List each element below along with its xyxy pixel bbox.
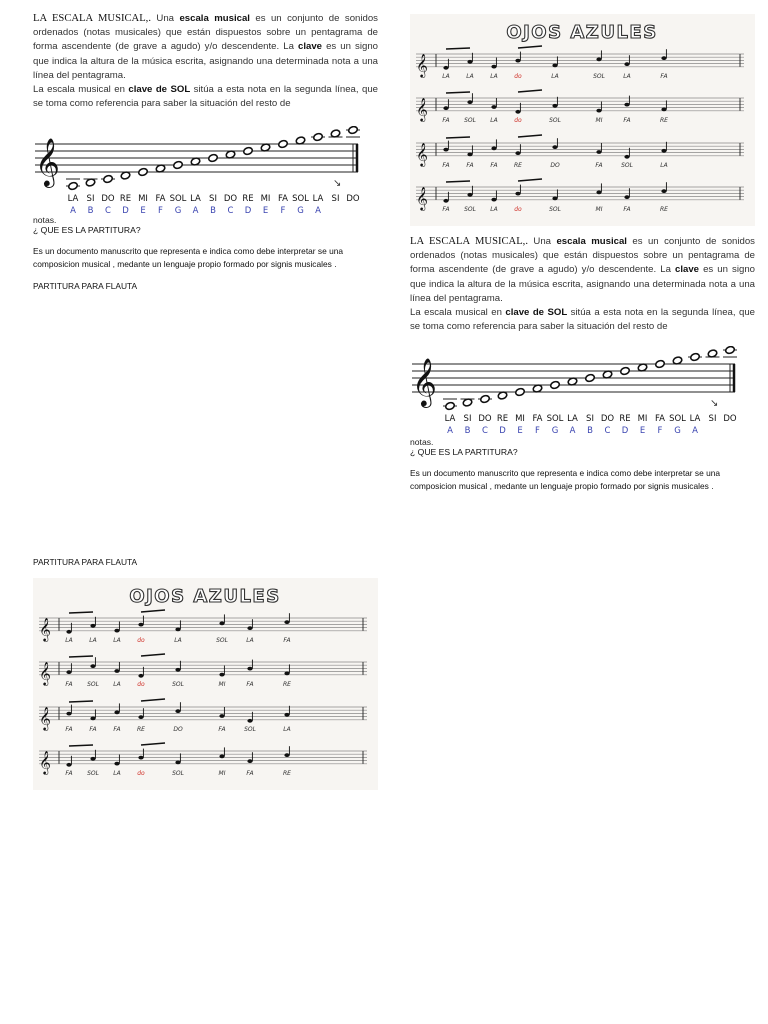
beam bbox=[446, 48, 470, 49]
note-head bbox=[175, 761, 180, 765]
notas-text: notas. bbox=[410, 437, 434, 447]
score-image-left bbox=[33, 578, 378, 790]
note-label: MI bbox=[595, 206, 603, 213]
note-head bbox=[552, 197, 557, 201]
note-head bbox=[66, 630, 71, 634]
clave-bold: clave de SOL bbox=[505, 307, 568, 319]
score-title: OJOS AZULES bbox=[129, 586, 281, 607]
left-column bbox=[33, 12, 378, 111]
note-head bbox=[491, 65, 496, 69]
scale-figure bbox=[410, 346, 745, 436]
whole-note bbox=[68, 181, 78, 190]
note-letter-label: F bbox=[657, 426, 663, 436]
note-label: FA bbox=[660, 73, 668, 80]
clave-bold: clave de SOL bbox=[128, 84, 191, 96]
note-head bbox=[90, 624, 95, 628]
note-letter-label: A bbox=[447, 426, 453, 436]
note-label: do bbox=[137, 637, 145, 644]
note-name-label: LA bbox=[190, 194, 201, 204]
note-label: LA bbox=[283, 726, 291, 733]
note-head bbox=[138, 623, 143, 627]
note-letter-label: C bbox=[482, 426, 488, 436]
whole-note bbox=[550, 380, 560, 389]
right-column bbox=[410, 235, 755, 334]
note-letter-label: C bbox=[105, 206, 111, 216]
note-head bbox=[247, 759, 252, 763]
note-label: SOL bbox=[593, 73, 605, 80]
treble-clef-icon: 𝄞 bbox=[416, 185, 428, 210]
score-figure bbox=[410, 14, 755, 226]
note-label: SOL bbox=[244, 726, 256, 733]
note-label: LA bbox=[113, 681, 121, 688]
clave-text: La escala musical en bbox=[410, 307, 506, 319]
whole-note bbox=[445, 401, 455, 410]
note-head bbox=[175, 628, 180, 632]
note-head bbox=[491, 105, 496, 109]
treble-clef-icon: 𝄞 bbox=[416, 52, 428, 77]
note-name-label: SOL bbox=[546, 414, 564, 424]
note-letter-label: E bbox=[517, 426, 523, 436]
note-name-label: MI bbox=[260, 194, 271, 204]
clave-text: sitúa a esta nota en la segunda línea, que se toma como referencia para saber la situación del resto de bbox=[410, 307, 755, 333]
note-label: RE bbox=[283, 770, 291, 777]
note-letter-label: F bbox=[280, 206, 286, 216]
note-label: MI bbox=[218, 681, 226, 688]
note-label: SOL bbox=[549, 206, 561, 213]
note-letter-label: C bbox=[604, 426, 611, 436]
note-label: SOL bbox=[464, 117, 476, 124]
note-head bbox=[552, 145, 557, 149]
note-letter-label: A bbox=[70, 206, 76, 216]
note-label: SOL bbox=[87, 770, 99, 777]
note-head bbox=[284, 620, 289, 624]
flauta-heading: PARTITURA PARA FLAUTA bbox=[33, 557, 138, 567]
note-head bbox=[443, 199, 448, 203]
note-label: RE bbox=[660, 206, 668, 213]
treble-clef-icon: 𝄞 bbox=[416, 96, 428, 121]
intro-text: es un conjunto de sonidos ordenados (notas musicales) que están dispuestos sobre un pentagrama de forma ascendente (de grave a agudo) y/o descendente. La bbox=[410, 236, 755, 276]
note-letter-label: D bbox=[621, 426, 629, 436]
note-label: FA bbox=[490, 162, 498, 169]
note-name-label: RE bbox=[496, 414, 509, 424]
intro-bold: clave bbox=[298, 41, 323, 53]
note-label: do bbox=[137, 681, 145, 688]
note-head bbox=[596, 109, 601, 113]
note-letter-label: G bbox=[174, 206, 182, 216]
notas-text: notas. bbox=[33, 215, 57, 225]
note-head bbox=[284, 713, 289, 717]
note-label: RE bbox=[514, 162, 522, 169]
right-partitura-block bbox=[410, 437, 755, 493]
note-label: LA bbox=[623, 73, 631, 80]
note-head bbox=[515, 151, 520, 155]
note-label: SOL bbox=[172, 681, 184, 688]
intro-text: es un signo que indica la altura de la música escrita, asignando una determinada nota a una línea del pentagrama. bbox=[33, 41, 378, 81]
note-head bbox=[247, 667, 252, 671]
note-letter-label: G bbox=[674, 426, 681, 436]
note-head bbox=[175, 709, 180, 713]
whole-note bbox=[313, 132, 323, 141]
note-head bbox=[66, 763, 71, 767]
whole-note bbox=[585, 373, 595, 382]
treble-clef-icon: 𝄞 bbox=[412, 357, 437, 406]
note-label: LA bbox=[490, 73, 498, 80]
note-label: SOL bbox=[621, 162, 633, 169]
note-label: FA bbox=[442, 117, 450, 124]
note-head bbox=[114, 711, 119, 715]
note-name-label: FA bbox=[532, 414, 543, 424]
note-label: DO bbox=[550, 162, 560, 169]
note-head bbox=[467, 100, 472, 104]
arrow-icon: ↘ bbox=[333, 178, 342, 189]
beam bbox=[518, 179, 542, 181]
treble-clef-icon: 𝄞 bbox=[39, 616, 51, 641]
note-label: FA bbox=[442, 206, 450, 213]
note-label: SOL bbox=[87, 681, 99, 688]
note-letter-label: B bbox=[587, 426, 593, 436]
note-head bbox=[247, 719, 252, 723]
beam bbox=[141, 654, 165, 656]
arrow-icon: ↘ bbox=[710, 398, 719, 409]
note-head bbox=[114, 762, 119, 766]
score-figure bbox=[33, 578, 378, 790]
left-partitura-block bbox=[33, 215, 378, 293]
note-name-label: LA bbox=[67, 194, 79, 204]
partitura-answer: Es un documento manuscrito que representa e indica como debe interpretar se una composicion musical , medante un lenguaje propio formado por signis musicales . bbox=[33, 246, 344, 269]
partitura-question: ¿ QUE ES LA PARTITURA? bbox=[33, 225, 141, 235]
note-name-label: FA bbox=[278, 194, 288, 204]
note-name-label: SOL bbox=[292, 194, 309, 204]
note-label: LA bbox=[490, 117, 498, 124]
note-head bbox=[467, 193, 472, 197]
note-name-label: DO bbox=[478, 414, 492, 424]
note-label: SOL bbox=[549, 117, 561, 124]
note-letter-label: E bbox=[140, 206, 146, 216]
note-label: SOL bbox=[216, 637, 228, 644]
note-head bbox=[491, 147, 496, 151]
note-letter-label: A bbox=[192, 206, 199, 216]
note-head bbox=[66, 670, 71, 674]
note-head bbox=[661, 56, 666, 60]
note-name-label: RE bbox=[619, 414, 631, 424]
note-letter-label: B bbox=[210, 206, 216, 216]
beam bbox=[518, 135, 542, 137]
note-head bbox=[661, 108, 666, 112]
beam bbox=[69, 745, 93, 746]
note-head bbox=[443, 106, 448, 110]
note-letter-label: C bbox=[227, 206, 234, 216]
note-label: LA bbox=[551, 73, 559, 80]
intro-bold: escala musical bbox=[556, 236, 627, 247]
note-label: FA bbox=[442, 162, 450, 169]
treble-clef-icon: 𝄞 bbox=[416, 141, 428, 166]
note-name-label: DO bbox=[346, 194, 360, 204]
note-label: FA bbox=[283, 637, 291, 644]
note-name-label: LA bbox=[444, 414, 456, 424]
note-label: do bbox=[514, 206, 522, 213]
note-name-label: SOL bbox=[169, 194, 187, 204]
note-label: LA bbox=[174, 637, 182, 644]
intro-paragraph bbox=[410, 235, 755, 306]
intro-text: Una bbox=[150, 13, 180, 24]
note-head bbox=[661, 149, 666, 153]
note-head bbox=[596, 150, 601, 154]
clave-text: sitúa a esta nota en la segunda línea, que se toma como referencia para saber la situación del resto de bbox=[33, 84, 378, 110]
note-name-label: SI bbox=[331, 194, 340, 204]
beam bbox=[446, 181, 470, 182]
note-letter-label: D bbox=[244, 206, 252, 216]
note-name-label: SI bbox=[86, 194, 95, 204]
note-letter-label: F bbox=[535, 426, 540, 436]
note-letter-label: G bbox=[297, 206, 304, 216]
whole-note bbox=[480, 394, 490, 403]
note-head bbox=[284, 672, 289, 676]
note-head bbox=[247, 626, 252, 630]
note-head bbox=[624, 62, 629, 66]
whole-note bbox=[243, 146, 253, 155]
beam bbox=[69, 701, 93, 702]
note-label: FA bbox=[246, 681, 254, 688]
whole-note bbox=[138, 167, 148, 176]
note-letter-label: E bbox=[639, 426, 646, 436]
note-head bbox=[624, 155, 629, 159]
note-label: LA bbox=[490, 206, 498, 213]
note-label: LA bbox=[113, 637, 121, 644]
note-head bbox=[90, 717, 95, 721]
note-label: FA bbox=[89, 726, 97, 733]
note-head bbox=[552, 64, 557, 68]
note-label: FA bbox=[623, 206, 631, 213]
note-label: MI bbox=[595, 117, 603, 124]
note-letter-label: D bbox=[122, 206, 129, 216]
beam bbox=[141, 743, 165, 745]
whole-note bbox=[348, 126, 358, 135]
note-head bbox=[661, 189, 666, 193]
whole-note bbox=[173, 160, 183, 169]
score-image-right bbox=[410, 14, 755, 226]
note-name-label: LA bbox=[312, 194, 324, 204]
note-head bbox=[138, 756, 143, 760]
note-label: LA bbox=[660, 162, 668, 169]
whole-note bbox=[515, 387, 525, 396]
note-letter-label: A bbox=[569, 426, 576, 436]
note-head bbox=[175, 668, 180, 672]
treble-clef-icon: 𝄞 bbox=[39, 705, 51, 730]
note-label: do bbox=[514, 73, 522, 80]
note-label: LA bbox=[89, 637, 97, 644]
note-name-label: LA bbox=[689, 414, 701, 424]
intro-lead: LA ESCALA MUSICAL,. bbox=[410, 236, 528, 247]
note-label: FA bbox=[623, 117, 631, 124]
whole-note bbox=[278, 139, 288, 148]
note-name-label: SI bbox=[463, 414, 472, 424]
note-letter-label: D bbox=[499, 426, 506, 436]
note-label: LA bbox=[65, 637, 73, 644]
whole-note bbox=[103, 174, 113, 183]
note-name-label: SI bbox=[209, 194, 217, 204]
note-letter-label: A bbox=[692, 426, 698, 436]
note-label: do bbox=[137, 770, 145, 777]
note-name-label: SOL bbox=[669, 414, 686, 424]
note-name-label: RE bbox=[242, 194, 254, 204]
note-head bbox=[114, 669, 119, 673]
note-label: LA bbox=[442, 73, 450, 80]
note-label: FA bbox=[113, 726, 121, 733]
note-head bbox=[467, 153, 472, 157]
note-label: LA bbox=[246, 637, 254, 644]
whole-note bbox=[725, 346, 735, 355]
clave-paragraph bbox=[33, 83, 378, 111]
intro-bold: clave bbox=[675, 264, 700, 276]
note-head bbox=[284, 753, 289, 757]
note-name-label: DO bbox=[600, 414, 615, 424]
intro-text: es un signo que indica la altura de la música escrita, asignando una determinada nota a una línea del pentagrama. bbox=[410, 264, 755, 304]
beam bbox=[518, 90, 542, 92]
intro-text: es un conjunto de sonidos ordenados (notas musicales) que están dispuestos sobre un pentagrama de forma ascendente (de grave a agudo) y/o descendente. La bbox=[33, 13, 378, 53]
note-head bbox=[515, 110, 520, 114]
note-head bbox=[491, 198, 496, 202]
note-label: FA bbox=[466, 162, 474, 169]
note-head bbox=[138, 674, 143, 678]
note-name-label: FA bbox=[155, 194, 166, 204]
note-head bbox=[138, 715, 143, 719]
note-head bbox=[219, 755, 224, 759]
note-label: MI bbox=[218, 770, 226, 777]
note-label: LA bbox=[113, 770, 121, 777]
treble-clef-icon: 𝄞 bbox=[39, 749, 51, 774]
note-head bbox=[443, 148, 448, 152]
note-head bbox=[66, 712, 71, 716]
beam bbox=[141, 610, 165, 612]
beam bbox=[141, 699, 165, 701]
note-letter-label: F bbox=[158, 206, 163, 216]
beam bbox=[518, 46, 542, 48]
beam bbox=[446, 137, 470, 138]
beam bbox=[69, 656, 93, 657]
treble-clef-icon: 𝄞 bbox=[35, 137, 60, 186]
note-head bbox=[624, 195, 629, 199]
flauta-heading: PARTITURA PARA FLAUTA bbox=[33, 281, 138, 291]
intro-paragraph bbox=[33, 12, 378, 83]
note-head bbox=[467, 60, 472, 64]
note-name-label: SI bbox=[708, 414, 717, 424]
note-letter-label: B bbox=[464, 426, 471, 436]
note-label: FA bbox=[65, 726, 73, 733]
note-head bbox=[443, 66, 448, 70]
whole-note bbox=[208, 153, 218, 162]
note-letter-label: B bbox=[87, 206, 94, 216]
treble-clef-icon: 𝄞 bbox=[39, 660, 51, 685]
note-label: DO bbox=[173, 726, 183, 733]
note-head bbox=[90, 664, 95, 668]
scale-figure bbox=[33, 126, 368, 216]
whole-note bbox=[690, 352, 700, 361]
note-name-label: MI bbox=[515, 414, 525, 424]
note-label: do bbox=[514, 117, 522, 124]
beam bbox=[69, 612, 93, 613]
score-title: OJOS AZULES bbox=[506, 22, 658, 43]
partitura-answer: Es un documento manuscrito que representa e indica como debe interpretar se una composicion musical , medante un lenguaje propio formado por signis musicales . bbox=[410, 468, 721, 491]
note-label: FA bbox=[246, 770, 254, 777]
note-head bbox=[219, 673, 224, 677]
note-label: FA bbox=[65, 770, 73, 777]
intro-lead: LA ESCALA MUSICAL,. bbox=[33, 13, 151, 24]
note-head bbox=[219, 622, 224, 626]
note-head bbox=[596, 58, 601, 62]
note-head bbox=[596, 191, 601, 195]
clave-paragraph bbox=[410, 306, 755, 334]
note-name-label: DO bbox=[101, 194, 115, 204]
note-name-label: MI bbox=[138, 194, 148, 204]
beam bbox=[446, 92, 470, 93]
note-name-label: RE bbox=[119, 194, 132, 204]
note-head bbox=[114, 629, 119, 633]
note-label: SOL bbox=[464, 206, 476, 213]
note-label: SOL bbox=[172, 770, 184, 777]
note-label: RE bbox=[660, 117, 668, 124]
note-name-label: FA bbox=[655, 414, 665, 424]
note-head bbox=[515, 59, 520, 63]
note-label: LA bbox=[466, 73, 474, 80]
clave-text: La escala musical en bbox=[33, 84, 129, 96]
note-label: FA bbox=[218, 726, 226, 733]
note-letter-label: E bbox=[262, 206, 269, 216]
intro-text: Una bbox=[527, 236, 557, 247]
note-name-label: LA bbox=[567, 414, 578, 424]
whole-note bbox=[620, 366, 630, 375]
intro-bold: escala musical bbox=[179, 13, 250, 24]
note-label: FA bbox=[595, 162, 603, 169]
note-head bbox=[90, 757, 95, 761]
note-head bbox=[552, 104, 557, 108]
note-name-label: MI bbox=[637, 414, 648, 424]
note-name-label: SI bbox=[586, 414, 594, 424]
note-letter-label: A bbox=[315, 206, 321, 216]
note-letter-label: G bbox=[551, 426, 559, 436]
note-head bbox=[624, 103, 629, 107]
whole-note bbox=[655, 359, 665, 368]
note-head bbox=[515, 192, 520, 196]
note-name-label: DO bbox=[223, 194, 238, 204]
note-label: FA bbox=[65, 681, 73, 688]
note-name-label: DO bbox=[723, 414, 737, 424]
note-label: RE bbox=[137, 726, 145, 733]
note-head bbox=[219, 714, 224, 718]
partitura-question: ¿ QUE ES LA PARTITURA? bbox=[410, 447, 518, 457]
note-label: RE bbox=[283, 681, 291, 688]
